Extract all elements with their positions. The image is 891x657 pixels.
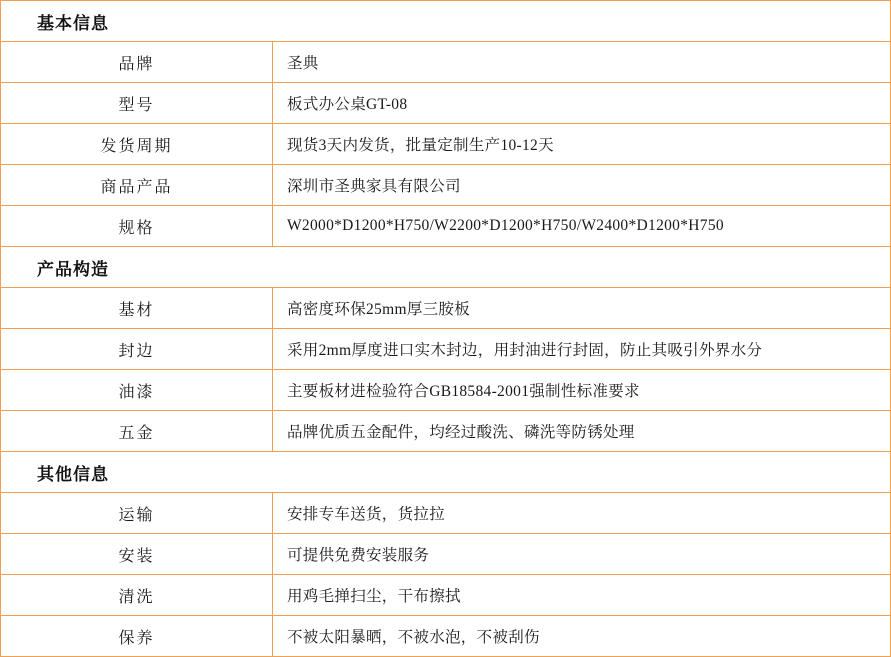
section-header-row [1, 247, 891, 288]
row-value: 可提供免费安装服务 [273, 534, 891, 575]
table-row [1, 493, 891, 534]
section-header-row [1, 1, 891, 42]
table-row [1, 42, 891, 83]
row-label: 安装 [1, 534, 273, 575]
row-value: W2000*D1200*H750/W2200*D1200*H750/W2400*D1200*H750 [273, 206, 891, 247]
table-row [1, 411, 891, 452]
table-row [1, 329, 891, 370]
row-value: 现货3天内发货，批量定制生产10-12天 [273, 124, 891, 165]
row-value: 采用2mm厚度进口实木封边，用封油进行封固，防止其吸引外界水分 [273, 329, 891, 370]
table-row [1, 575, 891, 616]
table-row [1, 206, 891, 247]
row-label: 基材 [1, 288, 273, 329]
row-label: 发货周期 [1, 124, 273, 165]
row-label: 商品产品 [1, 165, 273, 206]
table-row [1, 288, 891, 329]
row-label: 规格 [1, 206, 273, 247]
table-row [1, 370, 891, 411]
section-heading: 其他信息 [1, 452, 891, 493]
row-label: 封边 [1, 329, 273, 370]
row-label: 保养 [1, 616, 273, 657]
row-value: 用鸡毛掸扫尘，干布擦拭 [273, 575, 891, 616]
row-label: 五金 [1, 411, 273, 452]
row-value: 板式办公桌GT-08 [273, 83, 891, 124]
row-label: 型号 [1, 83, 273, 124]
table-row [1, 534, 891, 575]
row-value: 不被太阳暴晒，不被水泡，不被刮伤 [273, 616, 891, 657]
table-row [1, 124, 891, 165]
section-heading: 产品构造 [1, 247, 891, 288]
row-value: 品牌优质五金配件，均经过酸洗、磷洗等防锈处理 [273, 411, 891, 452]
row-label: 运输 [1, 493, 273, 534]
row-label: 油漆 [1, 370, 273, 411]
table-row [1, 83, 891, 124]
row-value: 高密度环保25mm厚三胺板 [273, 288, 891, 329]
row-value: 安排专车送货，货拉拉 [273, 493, 891, 534]
row-label: 清洗 [1, 575, 273, 616]
table-row [1, 616, 891, 657]
row-value: 圣典 [273, 42, 891, 83]
row-value: 深圳市圣典家具有限公司 [273, 165, 891, 206]
row-label: 品牌 [1, 42, 273, 83]
table-row [1, 165, 891, 206]
row-value: 主要板材进检验符合GB18584-2001强制性标准要求 [273, 370, 891, 411]
section-header-row [1, 452, 891, 493]
section-heading: 基本信息 [1, 1, 891, 42]
